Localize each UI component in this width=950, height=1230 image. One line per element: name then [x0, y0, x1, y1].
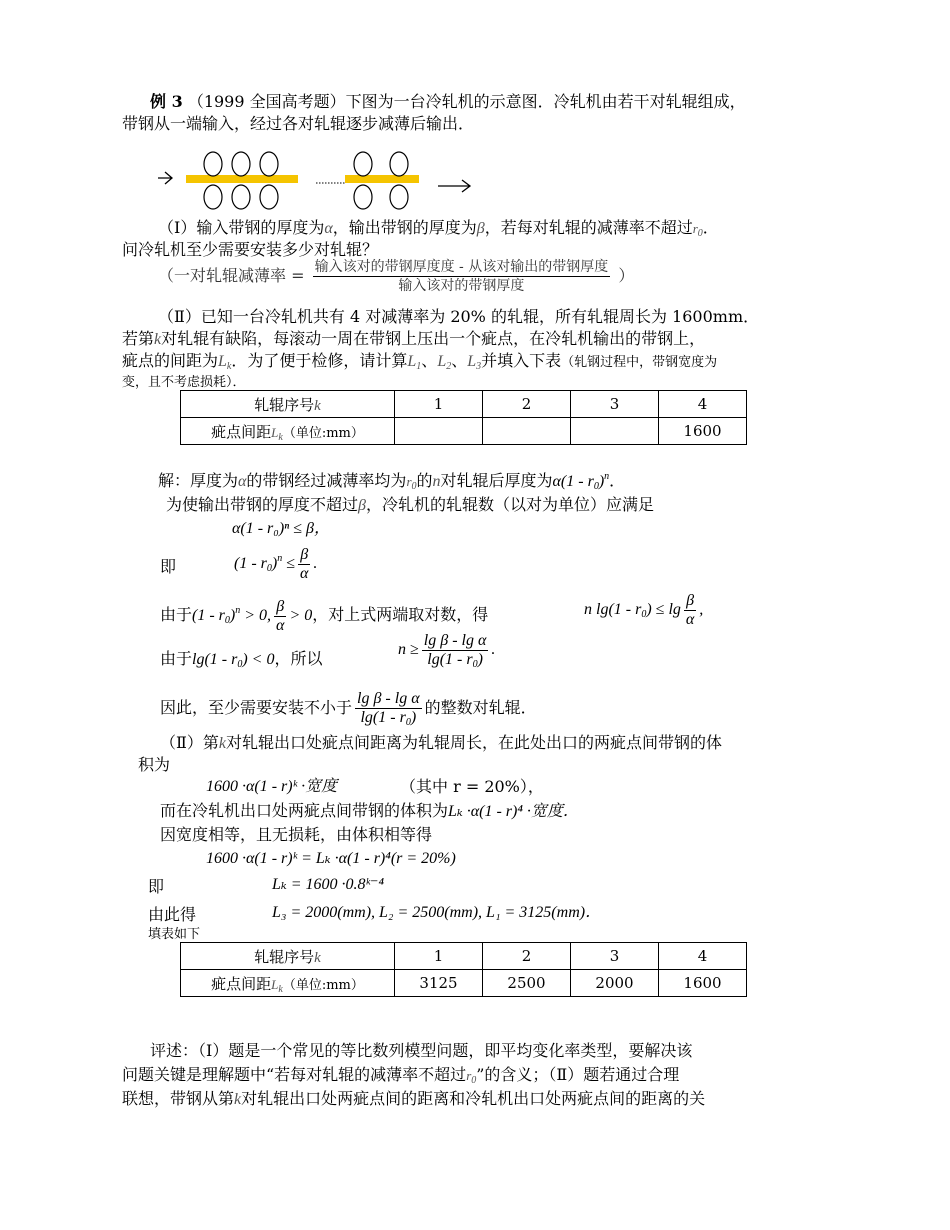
reduction-rate-definition: （一对轧辊减薄率 = $\frac{\text{输入该对的带钢厚度度 - 从该对输出的带钢厚度}}{\text{输入该对的带钢厚度}}$ ） — [158, 259, 635, 294]
solution-ji-label-2: 即 — [148, 877, 165, 896]
volume-note: （其中 r = 20%）， — [400, 777, 544, 796]
part2-line-1: （Ⅱ）已知一台冷轧机共有 4 对减薄率为 20% 的轧辊，所有轧辊周长为 1600mm． — [158, 307, 760, 326]
n-bound: n ≥ $\frac{\text{lg β - lg α}}{\lg(1 - r_0)}$ . — [398, 632, 496, 670]
part2-line-3: 疵点的间距为$L_k$．为了便于检修，请计算$L_1$、$L_2$、$L_3$并填入下表（轧钢过程中，带钢宽度为 — [122, 351, 718, 372]
defect-spacing-table-filled — [180, 942, 747, 997]
comment-line-1: 评述：（Ⅰ）题是一个常见的等比数列模型问题，即平均变化率类型，要解决该 — [150, 1041, 693, 1060]
rolling-mill-diagram — [150, 148, 480, 214]
output-arrow-icon — [438, 180, 470, 192]
solution-result-label: 由此得 — [148, 905, 197, 924]
part2-line-2: 若第k对轧辊有缺陷，每滚动一周在带钢上压出一个疵点，在冷轧机输出的带钢上， — [122, 329, 706, 348]
part1-question: 问冷轧机至少需要安装多少对轧辊？ — [122, 240, 379, 259]
solution-line-8: （Ⅱ）第k对轧辊出口处疵点间距离为轧辊周长，在此处出口的两疵点间带钢的体 — [160, 733, 723, 752]
inequality-1: α(1 - r₀)ⁿ ≤ β， — [232, 520, 330, 537]
problem-line-1: 例 3 （1999 全国高考题）下图为一台冷轧机的示意图．冷轧机由若干对轧辊组成， — [150, 92, 746, 111]
part2-line-4: 变，且不考虑损耗）． — [122, 375, 246, 390]
volume-equation: 1600 ·α(1 - r)ᵏ = Lₖ ·α(1 - r)⁴(r = 20%) — [206, 850, 456, 867]
solution-line-11: 因宽度相等，且无损耗，由体积相等得 — [160, 825, 433, 844]
comment-line-3: 联想，带钢从第k对轧辊出口处两疵点间的距离和冷轧机出口处两疵点间的距离的关 — [122, 1089, 706, 1108]
lk-results: L₃ = 2000(mm), L₂ = 2500(mm), L₁ = 3125(mm)． — [272, 904, 602, 921]
solution-line-8c: 积为 — [138, 755, 171, 774]
comment-line-2: 问题关键是理解题中“若每对轧辊的减薄率不超过$r_0$”的含义；（Ⅱ）题若通过合理 — [122, 1065, 680, 1086]
inequality-2: $(1 - r_0)^n$ ≤ $\frac{\beta}{\alpha}$ . — [234, 546, 318, 582]
log-inequality: n $\lg(1 - r_0) \le \lg$ $\frac{\beta}{\alpha}$ , — [584, 592, 704, 628]
steel-strip-right — [345, 175, 419, 183]
solution-line-5: 由于$(1 - r_0)^n > 0$, $\frac{\beta}{\alpha}$ > 0，对上式两端取对数，得 — [160, 598, 489, 634]
solution-line-2: 为使输出带钢的厚度不超过β，冷轧机的轧辊数（以对为单位）应满足 — [166, 495, 654, 514]
solution-line-7: 因此，至少需要安装不小于 $\frac{\text{lg β - lg α}}{\lg(1 - r_0)}$ 的整数对轧辊． — [160, 690, 537, 728]
table-row: 轧辊序号k 1 2 3 4 — [181, 943, 747, 970]
table-row: 疵点间距$L_k$（单位:mm） 3125 2500 2000 1600 — [181, 970, 747, 997]
solution-line-10: 而在冷轧机出口处两疵点间带钢的体积为Lₖ ·α(1 - r)⁴ ·宽度． — [160, 801, 579, 820]
table-row: 轧辊序号k 1 2 3 4 — [181, 391, 747, 418]
input-arrow-icon — [158, 172, 172, 184]
solution-line-6: 由于$\lg(1 - r_0) < 0$，所以 — [160, 649, 323, 670]
defect-spacing-table-empty — [180, 390, 747, 445]
problem-line-2: 带钢从一端输入，经过各对轧辊逐步减薄后输出． — [122, 114, 475, 133]
table-row: 疵点间距$L_k$（单位:mm） 1600 — [181, 418, 747, 445]
solution-line-1: 解：厚度为α的带钢经过减薄率均为$r_0$的n对轧辊后厚度为$\alpha(1 - r_0)^n$． — [158, 471, 626, 492]
fill-table-label: 填表如下 — [148, 927, 201, 942]
lk-formula: Lₖ = 1600 ·0.8ᵏ⁻⁴ — [272, 876, 385, 893]
problem-label: 例 3 — [150, 92, 183, 111]
solution-ji-label: 即 — [160, 557, 177, 576]
volume-expr-1: 1600 ·α(1 - r)ᵏ ·宽度 — [206, 778, 338, 795]
part1-line: （Ⅰ）输入带钢的厚度为α，输出带钢的厚度为β，若每对轧辊的减薄率不超过$r_0$． — [158, 218, 719, 239]
